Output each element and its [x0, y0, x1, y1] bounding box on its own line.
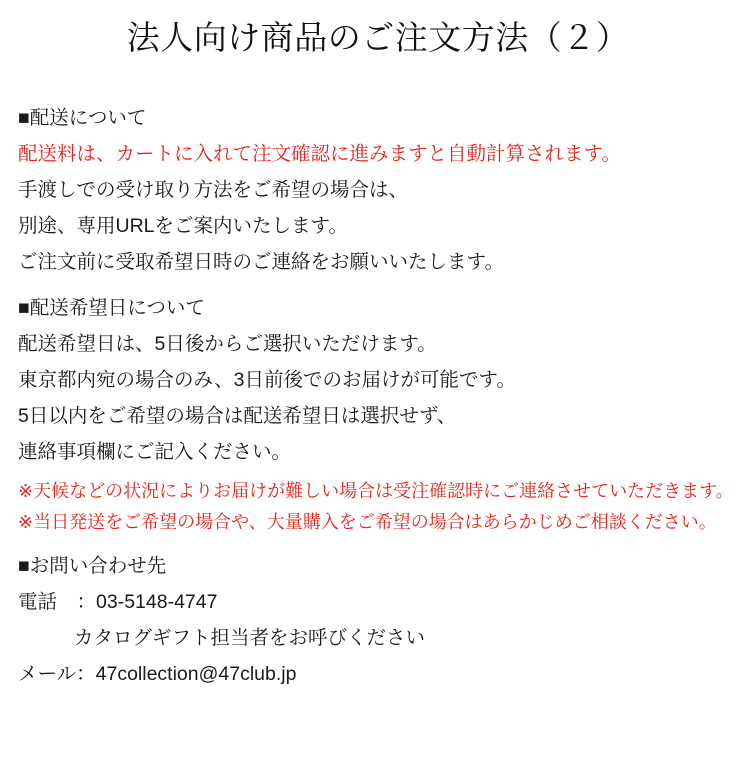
contact-mail-line	[18, 656, 746, 692]
delivery-line-4: ご注文前に受取希望日時のご連絡をお願いいたします。	[18, 250, 504, 273]
notes-block	[18, 476, 746, 538]
mail-value: 47collection@47club.jp	[95, 662, 297, 685]
page-title: 法人向け商品のご注文方法（２）	[126, 19, 630, 56]
delivery-line-2: 手渡しでの受け取り方法をご希望の場合は、	[18, 178, 409, 201]
preferred-date-line-3: 5日以内をご希望の場合は配送希望日は選択せず、	[18, 404, 457, 427]
contact-phone-note: カタログギフト担当者をお呼びください	[74, 626, 426, 649]
note-same-day-shipping: ※当日発送をご希望の場合や、大量購入をご希望の場合はあらかじめご相談ください。	[18, 511, 717, 532]
section-heading-delivery: ■配送について	[18, 106, 147, 129]
mail-label: メール：	[18, 662, 96, 685]
contact-section	[18, 548, 746, 692]
delivery-line-3: 別途、専用URLをご案内いたします。	[18, 214, 348, 237]
note-weather: ※天候などの状況によりお届けが難しい場合は受注確認時にご連絡させていただきます。	[18, 480, 734, 501]
preferred-date-line-4: 連絡事項欄にご記入ください。	[18, 440, 292, 463]
preferred-date-line-1: 配送希望日は、5日後からご選択いただけます。	[18, 332, 437, 355]
document-page	[0, 18, 756, 774]
contact-phone-line	[18, 584, 746, 620]
document-body	[10, 100, 746, 692]
section-heading-contact: ■お問い合わせ先	[18, 554, 167, 577]
phone-value: 03-5148-4747	[96, 590, 218, 613]
phone-label: 電話 ：	[18, 590, 97, 613]
delivery-line-1: 配送料は、カートに入れて注文確認に進みますと自動計算されます。	[18, 142, 621, 165]
section-heading-preferred-date: ■配送希望日について	[18, 296, 205, 319]
preferred-date-line-2: 東京都内宛の場合のみ、3日前後でのお届けが可能です。	[18, 368, 516, 391]
